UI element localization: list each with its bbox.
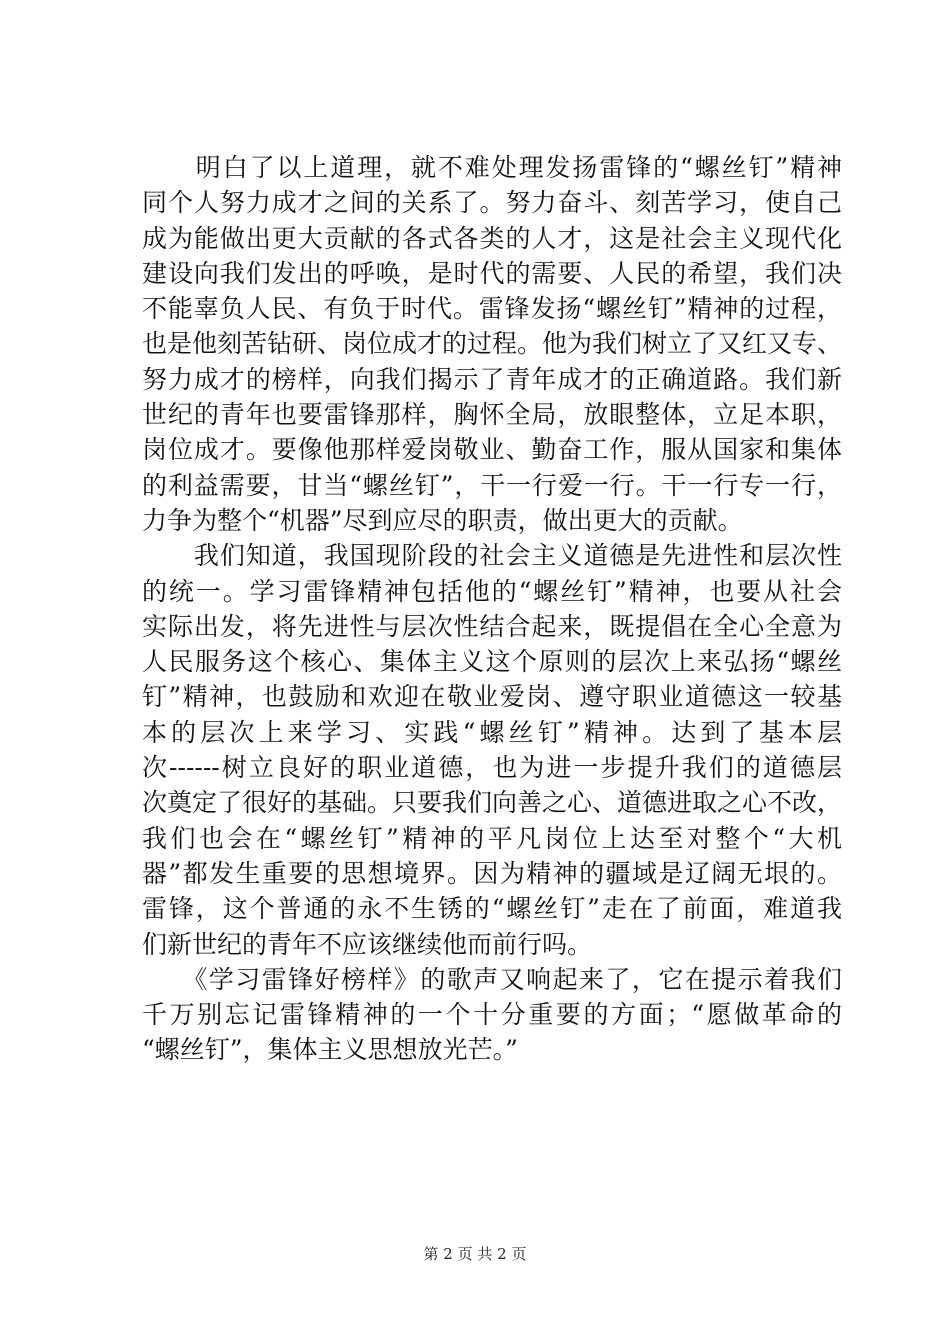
text-line: 人民服务这个核心、集体主义这个原则的层次上来弘扬“螺丝 <box>142 647 842 677</box>
text-line: 本的层次上来学习、实践“螺丝钉”精神。达到了基本层 <box>142 717 842 747</box>
body-text <box>142 150 842 1068</box>
text-line: 实际出发，将先进性与层次性结合起来，既提倡在全心全意为 <box>142 611 842 641</box>
paragraph <box>142 962 842 1068</box>
text-line: 力争为整个“机器”尽到应尽的职责，做出更大的贡献。 <box>142 505 743 535</box>
text-line: 次奠定了很好的基础。只要我们向善之心、道德进取之心不改， <box>142 788 843 818</box>
text-line: 不能辜负人民、有负于时代。雷锋发扬“螺丝钉”精神的过程， <box>142 294 842 324</box>
page-footer: 第 2 页 共 2 页 <box>423 1245 527 1263</box>
text-line: 的统一。学习雷锋精神包括他的“螺丝钉”精神，也要从社会 <box>142 576 842 606</box>
text-line: 岗位成才。要像他那样爱岗敬业、勤奋工作，服从国家和集体 <box>142 435 842 465</box>
text-line: “螺丝钉”，集体主义思想放光芒。” <box>142 1035 518 1065</box>
text-line: 《学习雷锋好榜样》的歌声又响起来了，它在提示着我们 <box>142 964 842 994</box>
text-line: 钉”精神，也鼓励和欢迎在敬业爱岗、遵守职业道德这一较基 <box>142 682 842 712</box>
text-line: 我们知道，我国现阶段的社会主义道德是先进性和层次性 <box>142 541 842 571</box>
text-line: 明白了以上道理，就不难处理发扬雷锋的“螺丝钉”精神 <box>142 153 842 182</box>
text-line: 们新世纪的青年不应该继续他而前行吗。 <box>142 929 593 959</box>
text-line: 器”都发生重要的思想境界。因为精神的疆域是辽阔无垠的。 <box>142 858 842 888</box>
text-line: 千万别忘记雷锋精神的一个十分重要的方面；“愿做革命的 <box>142 1000 842 1030</box>
paragraph <box>142 538 842 962</box>
text-line: 成为能做出更大贡献的各式各类的人才，这是社会主义现代化 <box>142 223 842 253</box>
text-line: 雷锋，这个普通的永不生锈的“螺丝钉”走在了前面，难道我 <box>142 894 842 924</box>
text-line: 世纪的青年也要雷锋那样，胸怀全局，放眼整体，立足本职， <box>142 400 842 430</box>
text-line: 次------树立良好的职业道德，也为进一步提升我们的道德层 <box>142 753 842 783</box>
text-line: 同个人努力成才之间的关系了。努力奋斗、刻苦学习，使自己 <box>142 188 842 218</box>
text-line: 建设向我们发出的呼唤，是时代的需要、人民的希望，我们决 <box>142 258 842 288</box>
text-line: 也是他刻苦钻研、岗位成才的过程。他为我们树立了又红又专、 <box>142 329 843 359</box>
text-line: 的利益需要，甘当“螺丝钉”，干一行爱一行。干一行专一行， <box>142 470 842 500</box>
text-line: 我们也会在“螺丝钉”精神的平凡岗位上达至对整个“大机 <box>142 823 842 853</box>
paragraph <box>142 150 842 538</box>
text-line: 努力成才的榜样，向我们揭示了青年成才的正确道路。我们新 <box>142 364 842 394</box>
